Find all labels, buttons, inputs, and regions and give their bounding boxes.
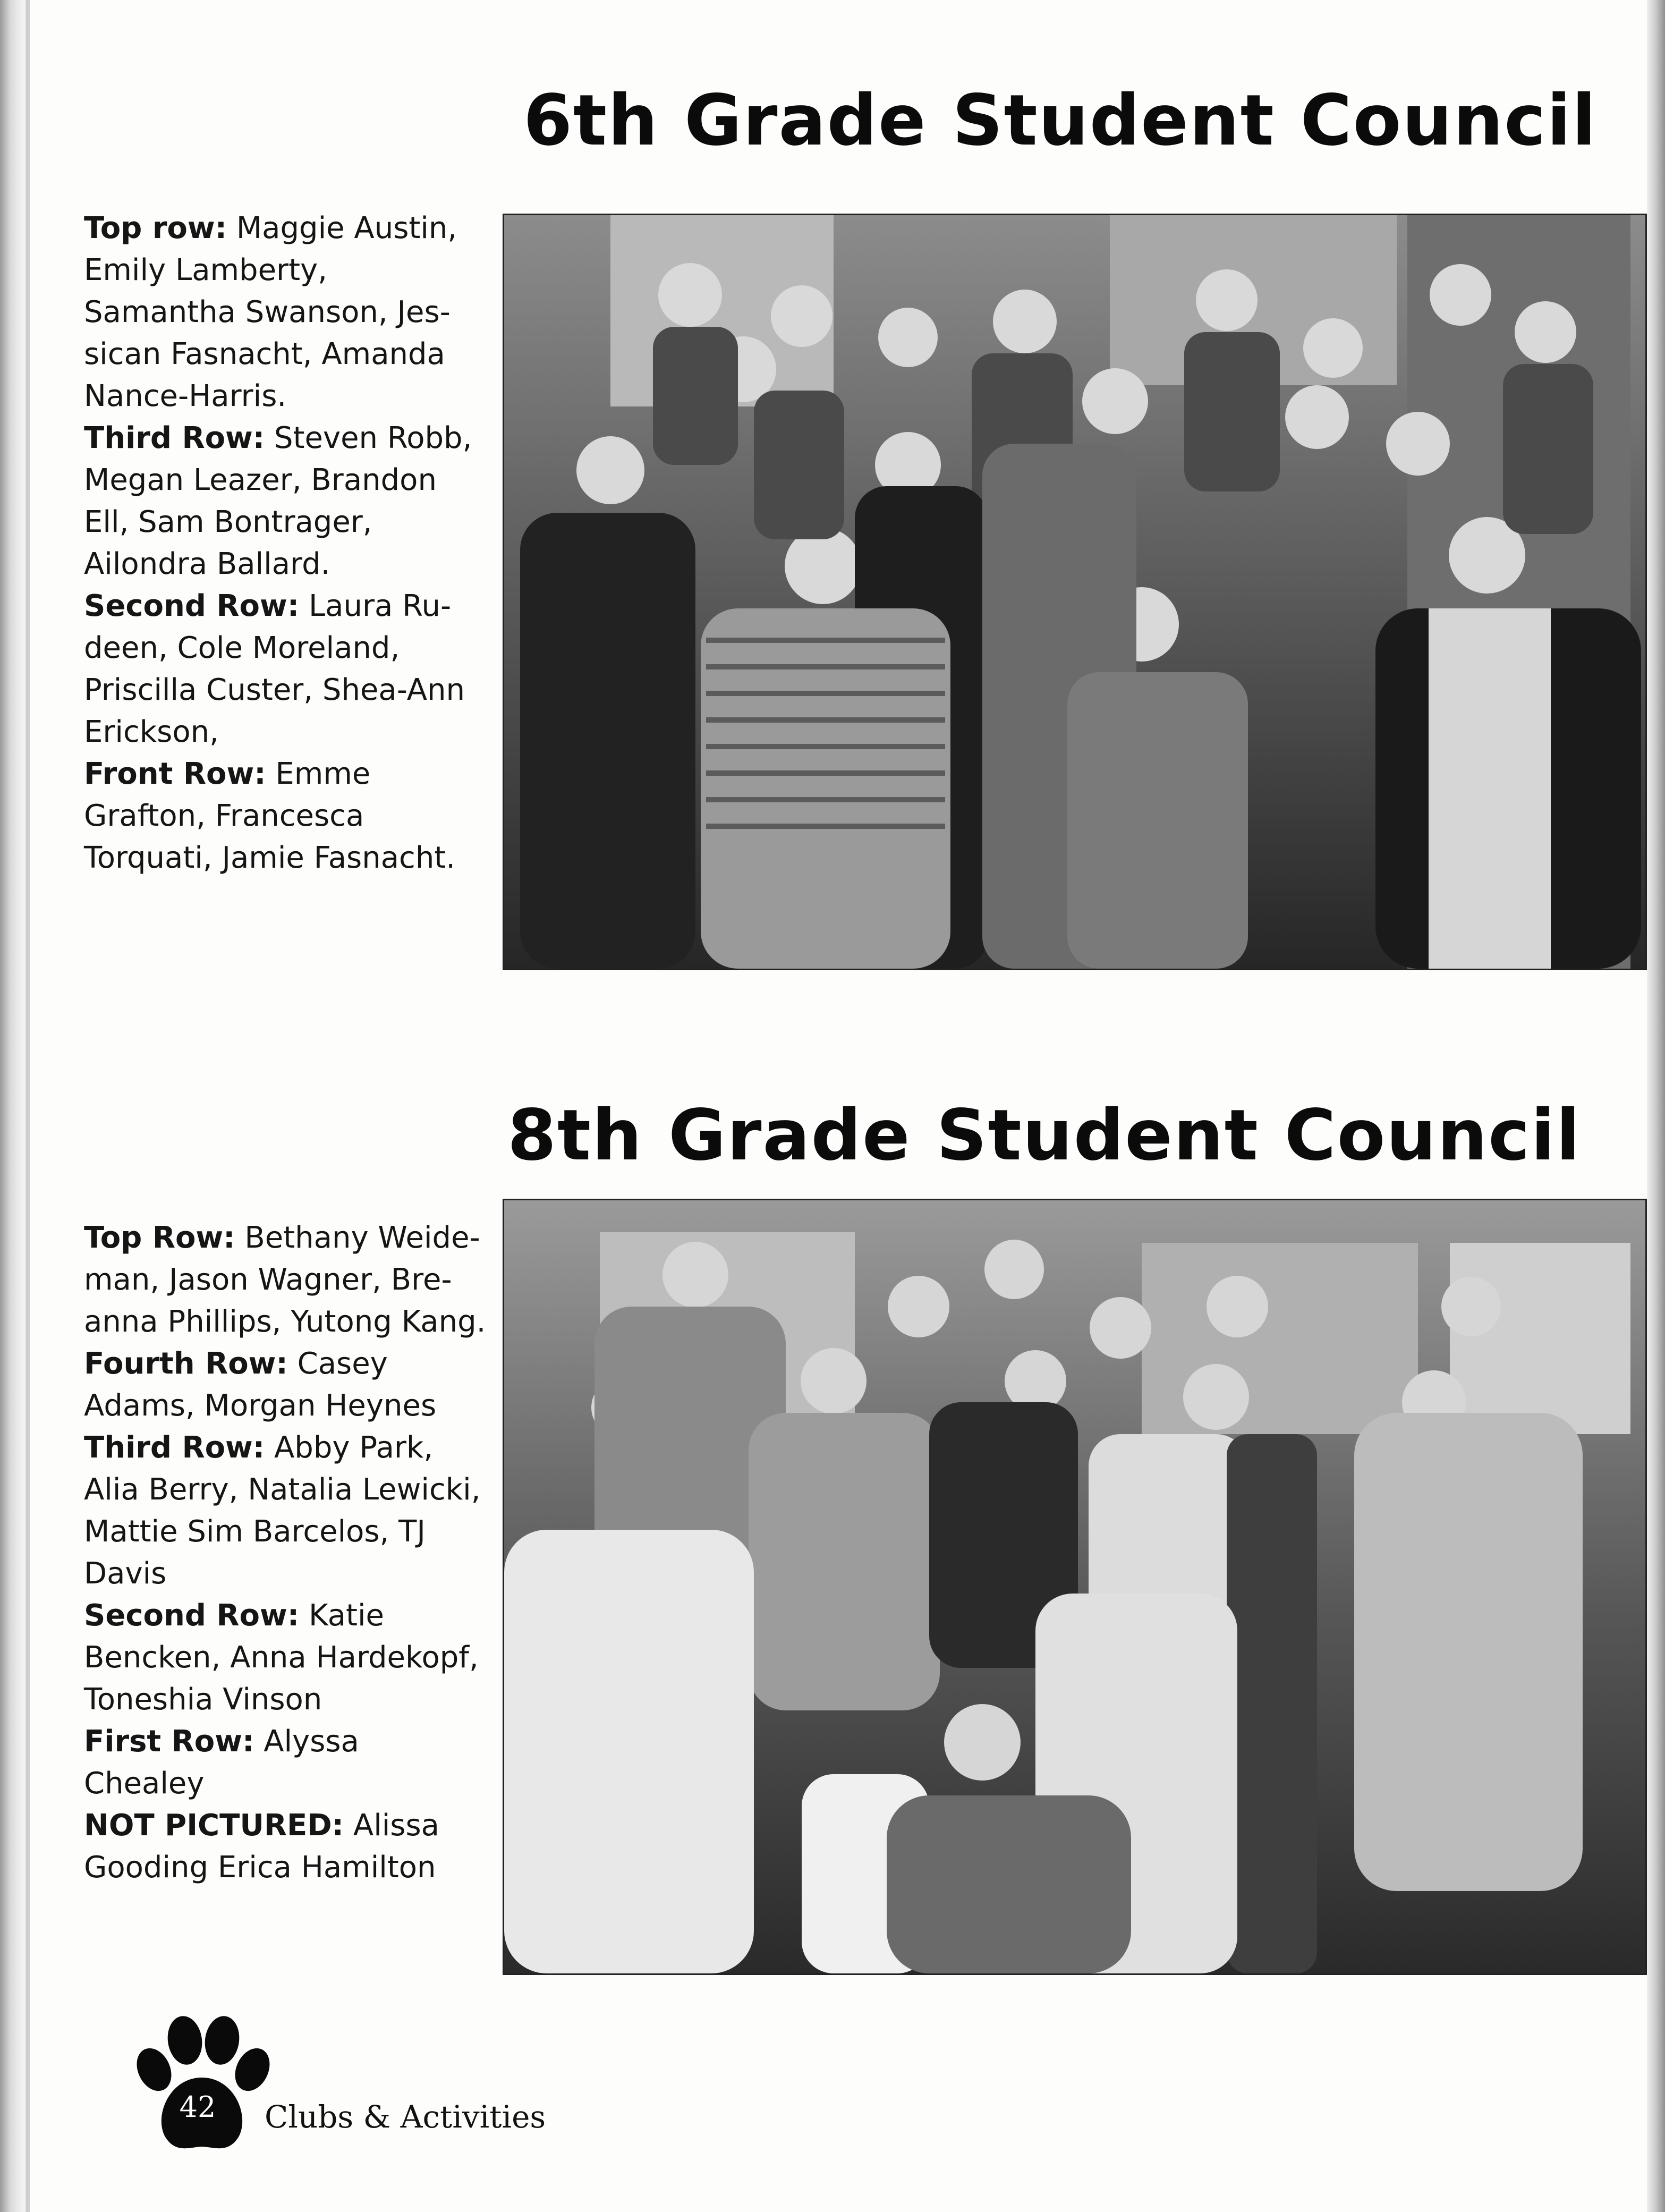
paw-print-icon (133, 2014, 271, 2157)
caption-8th-grade (84, 1217, 488, 1888)
page-number: 42 (179, 2090, 216, 2124)
row-label: First Row: (84, 1724, 254, 1759)
page-binding-shadow (0, 0, 26, 2212)
row-names: Alissa Gooding Erica Hamilton (84, 1808, 439, 1885)
row-names: Abby Park, Alia Berry, Natalia Lewicki, Mattie Sim Barcelos, TJ Davis (84, 1430, 481, 1591)
group-photo-8th-grade (503, 1199, 1647, 1975)
page-right-edge (1647, 0, 1665, 2212)
row-names: Steven Robb, Megan Leazer, Brandon Ell, Sam Bontrager, Ailondra Ballard. (84, 421, 472, 581)
row-names: Alyssa Chealey (84, 1724, 359, 1801)
row-label: Second Row: (84, 589, 300, 623)
row-label: Front Row: (84, 757, 266, 791)
row-label: Third Row: (84, 421, 265, 455)
section-title-8th-grade: 8th Grade Student Council (507, 1095, 1581, 1176)
row-label: Fourth Row: (84, 1346, 288, 1381)
row-label: Second Row: (84, 1598, 300, 1633)
row-label: NOT PICTURED: (84, 1808, 344, 1843)
row-names: Maggie Austin, Emily Lamberty, Samantha Swanson, Jes-sican Fasnacht, Amanda Nance-Harris. (84, 211, 457, 413)
row-names: Emme Grafton, Francesca Torquati, Jamie Fasnacht. (84, 757, 456, 875)
row-names: Katie Bencken, Anna Hardekopf, Toneshia Vinson (84, 1598, 479, 1717)
caption-6th-grade (84, 207, 477, 879)
page-binding-edge (26, 0, 30, 2212)
row-names: Laura Ru-deen, Cole Moreland, Priscilla Custer, Shea-Ann Erickson, (84, 589, 465, 749)
group-photo-6th-grade (503, 214, 1647, 970)
row-names: Bethany Weide-man, Jason Wagner, Bre-anna Phillips, Yutong Kang. (84, 1221, 486, 1339)
row-label: Top Row: (84, 1221, 235, 1255)
footer-section-label: Clubs & Activities (265, 2099, 546, 2135)
row-label: Top row: (84, 211, 227, 245)
row-names: Casey Adams, Morgan Heynes (84, 1346, 437, 1423)
section-title-6th-grade: 6th Grade Student Council (523, 80, 1597, 162)
row-label: Third Row: (84, 1430, 265, 1465)
